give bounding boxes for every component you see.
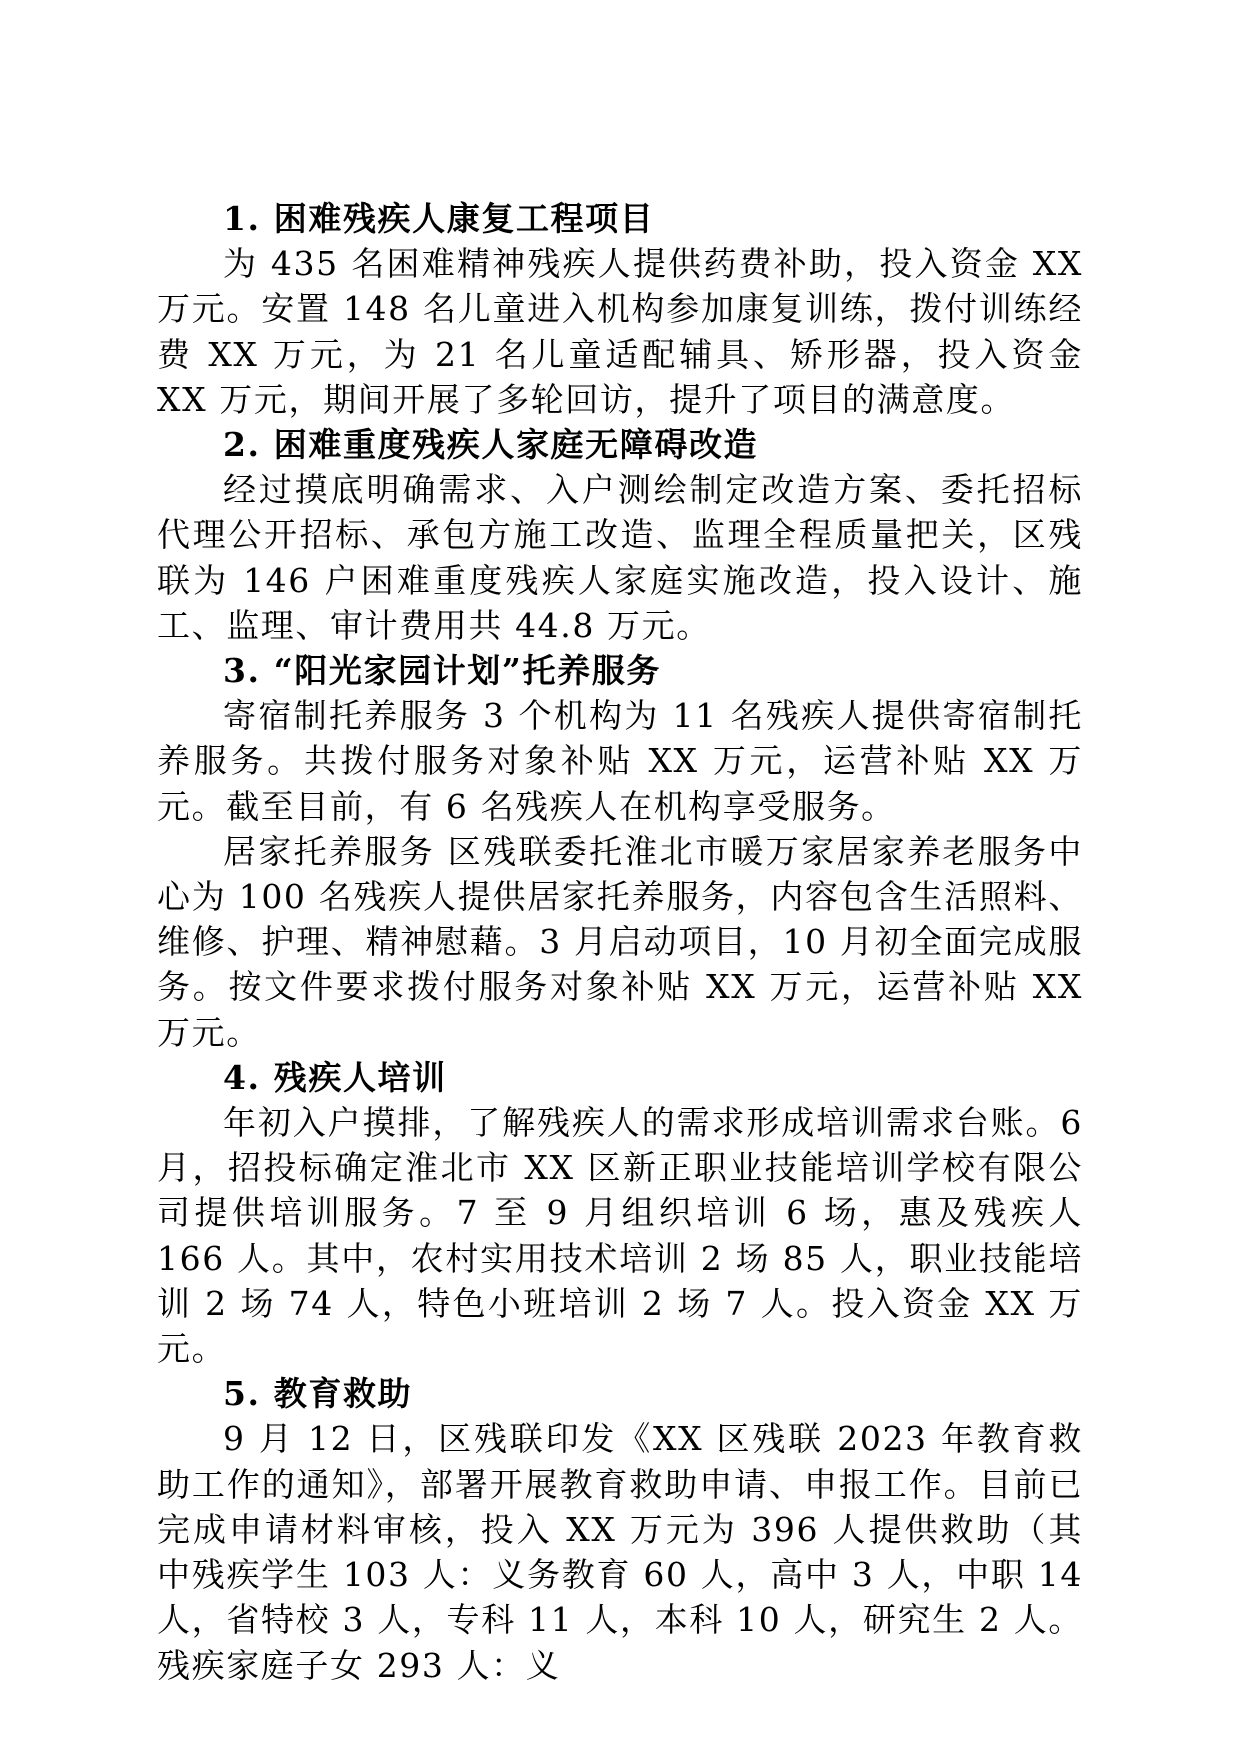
section-2-heading: 2. 困难重度残疾人家庭无障碍改造	[223, 425, 759, 465]
section-5-heading: 5. 教育救助	[223, 1374, 413, 1414]
section-3-paragraph-1: 寄宿制托养服务 3 个机构为 11 名残疾人提供寄宿制托养服务。共拨付服务对象补贴 XX 万元，运营补贴 XX 万元。截至目前，有 6 名残疾人在机构享受服务。	[157, 696, 1083, 826]
section-3-heading: 3. “阳光家园计划”托养服务	[223, 651, 661, 691]
section-5-paragraph-1: 9 月 12 日，区残联印发《XX 区残联 2023 年教育救助工作的通知》，部署开展教育救助申请、申报工作。目前已完成申请材料审核，投入 XX 万元为 396 人提供救助（其中残疾学生 103 人：义务教育 60 人，高中 3 人，中职 14 人，省特校 3 人，专科 11 人，本科 10 人，研究生 2 人。残疾家庭子女 293 人：义	[157, 1419, 1083, 1685]
section-2-paragraph-1: 经过摸底明确需求、入户测绘制定改造方案、委托招标代理公开招标、承包方施工改造、监理全程质量把关，区残联为 146 户困难重度残疾人家庭实施改造，投入设计、施工、监理、审计费用共 44.8 万元。	[157, 470, 1083, 645]
document-page	[157, 196, 1083, 1688]
section-1-heading: 1. 困难残疾人康复工程项目	[223, 199, 655, 238]
section-4-paragraph-1: 年初入户摸排，了解残疾人的需求形成培训需求台账。6 月，招投标确定淮北市 XX 区新正职业技能培训学校有限公司提供培训服务。7 至 9 月组织培训 6 场，惠及残疾人 166 人。其中，农村实用技术培训 2 场 85 人，职业技能培训 2 场 74 人，特色小班培训 2 场 7 人。投入资金 XX 万元。	[157, 1103, 1083, 1369]
section-3-paragraph-2: 居家托养服务 区残联委托淮北市暖万家居家养老服务中心为 100 名残疾人提供居家托养服务，内容包含生活照料、维修、护理、精神慰藉。3 月启动项目，10 月初全面完成服务。按文件要求拨付服务对象补贴 XX 万元，运营补贴 XX 万元。	[157, 831, 1083, 1052]
section-4-heading: 4. 残疾人培训	[223, 1057, 447, 1097]
section-1-paragraph-1: 为 435 名困难精神残疾人提供药费补助，投入资金 XX 万元。安置 148 名儿童进入机构参加康复训练，拨付训练经费 XX 万元，为 21 名儿童适配辅具、矫形器，投入资金 XX 万元，期间开展了多轮回访，提升了项目的满意度。	[157, 244, 1083, 419]
